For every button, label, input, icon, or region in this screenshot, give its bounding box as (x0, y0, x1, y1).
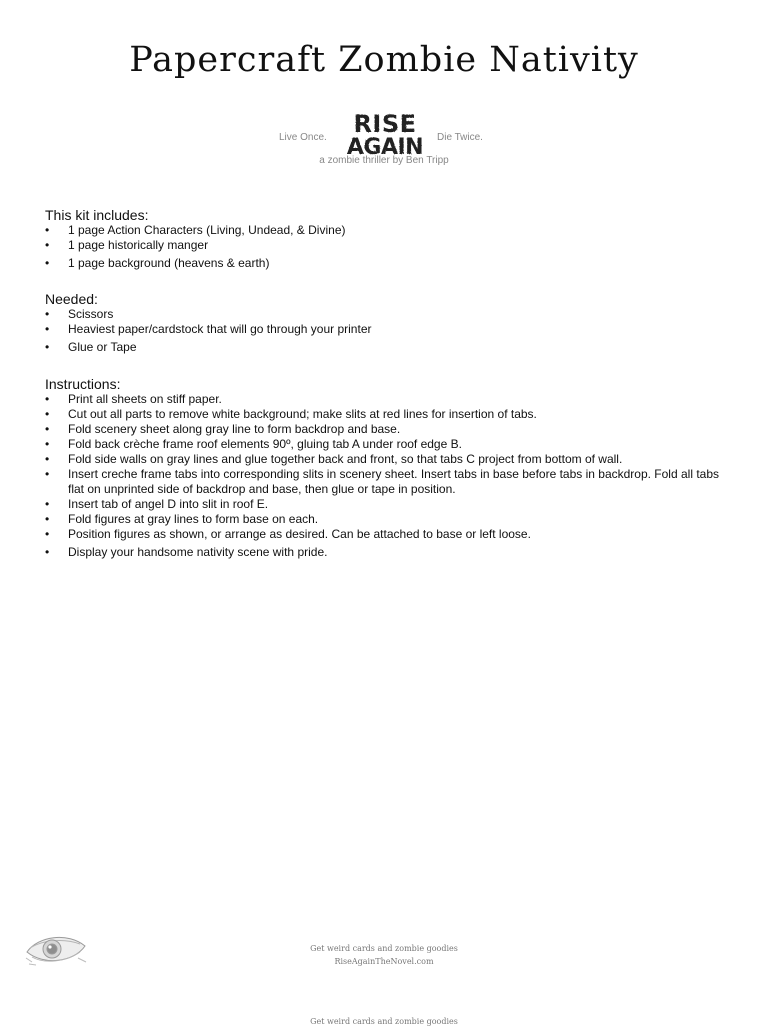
list-item: • Glue or Tape (45, 340, 735, 355)
footer-url: RiseAgainTheNovel.com (334, 957, 434, 966)
list-item: • Insert creche frame tabs into corresponding slits in scenery sheet. Insert tabs in base before tabs in backdrop. Fold all tabs flat on unprinted side of backdrop and base, then glue or tape in position. (45, 467, 735, 497)
logo-line-again: AGAIN (346, 135, 424, 156)
rise-again-logo (337, 110, 433, 156)
list-item: • Scissors (45, 307, 735, 322)
instructions-list (45, 392, 735, 560)
byline: a zombie thriller by Ben Tripp (319, 155, 449, 166)
instructions-section (45, 376, 735, 560)
page-title: Papercraft Zombie Nativity (129, 40, 639, 80)
needed-heading: Needed: (45, 291, 98, 307)
list-item: • Cut out all parts to remove white background; make slits at red lines for insertion of tabs. (45, 407, 735, 422)
list-item: • 1 page Action Characters (Living, Undead, & Divine) (45, 223, 735, 238)
list-item: • Print all sheets on stiff paper. (45, 392, 735, 407)
tagline-left: Live Once. (279, 132, 327, 143)
logo-line-rise: RISE (353, 110, 417, 138)
footer-promo-text: Get weird cards and zombie goodies (310, 944, 458, 953)
footer (0, 942, 768, 968)
needed-list (45, 307, 735, 355)
kit-list (45, 223, 735, 271)
list-item: • Fold back crèche frame roof elements 90º, gluing tab A under roof edge B. (45, 437, 735, 452)
needed-section (45, 291, 735, 355)
footer-cut-line: Get weird cards and zombie goodies (310, 1017, 458, 1026)
list-item: • Display your handsome nativity scene with pride. (45, 545, 735, 560)
list-item: • Insert tab of angel D into slit in roof E. (45, 497, 735, 512)
tagline-right: Die Twice. (437, 132, 483, 143)
list-item: • 1 page historically manger (45, 238, 735, 253)
list-item: • Fold side walls on gray lines and glue together back and front, so that tabs C project from bottom of wall. (45, 452, 735, 467)
list-item: • 1 page background (heavens & earth) (45, 256, 735, 271)
list-item: • Fold figures at gray lines to form base on each. (45, 512, 735, 527)
kit-section (45, 207, 735, 271)
instructions-heading: Instructions: (45, 376, 121, 392)
list-item: • Heaviest paper/cardstock that will go through your printer (45, 322, 735, 337)
brand-row (0, 110, 768, 156)
kit-heading: This kit includes: (45, 207, 149, 223)
list-item: • Fold scenery sheet along gray line to form backdrop and base. (45, 422, 735, 437)
list-item: • Position figures as shown, or arrange as desired. Can be attached to base or left loose. (45, 527, 735, 542)
